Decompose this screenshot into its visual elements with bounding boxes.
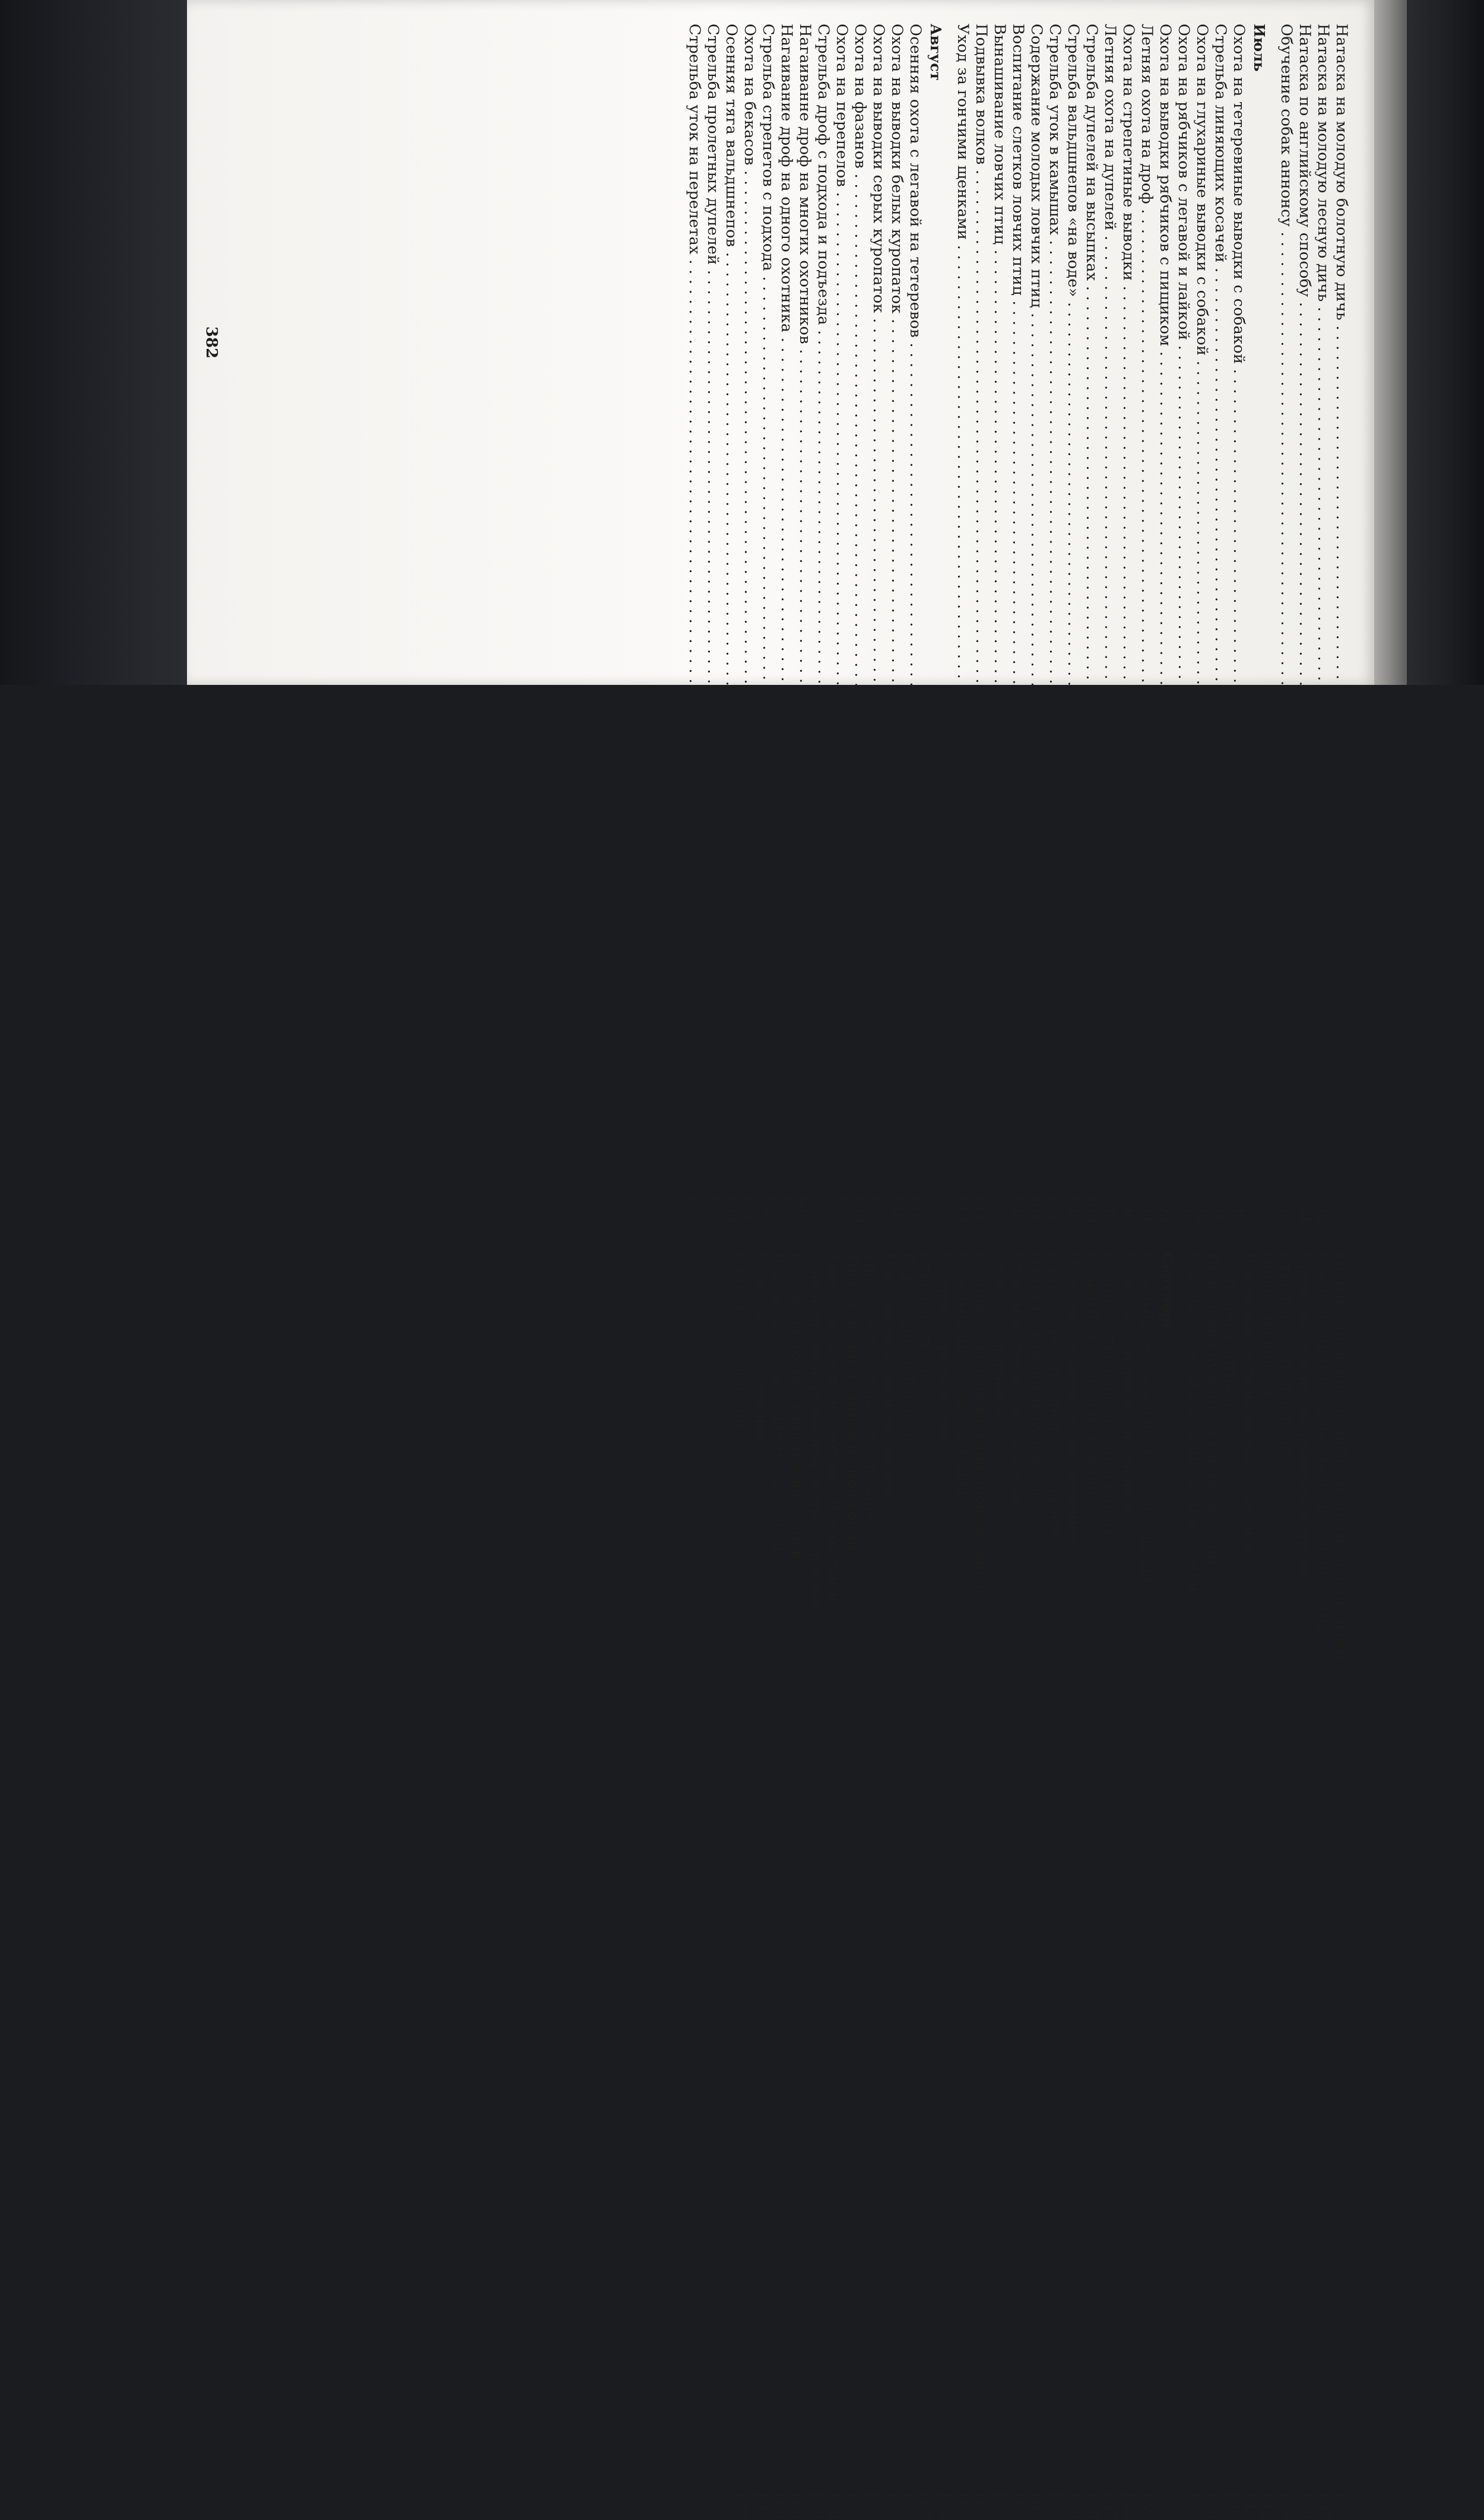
toc-entry (788, 1253, 806, 2520)
toc-entry-page: 150 (1204, 2490, 1222, 2520)
toc-entry (861, 1253, 880, 2520)
toc-entry-title: Средство против залома перьев у ловчих птиц . . . (1314, 1253, 1332, 2487)
toc-entry-page: 130 (759, 1194, 777, 1223)
toc-entry-title: Стрельба стрепетов с подъезда . . . (1009, 1253, 1027, 2487)
toc-entry-page: 133 (722, 1194, 740, 1223)
toc-entry-page: 116 (888, 1194, 906, 1223)
toc-entry (685, 24, 703, 1223)
toc-entry-title: Охота на перепелов . . . (832, 24, 851, 1190)
toc-entry-title: Охота на коз с гончими . . . (751, 1253, 769, 2487)
month-heading: Август (927, 24, 944, 81)
toc-entry (1045, 24, 1064, 1223)
toc-entry-title: Охота на коз облавой . . . (733, 1253, 751, 2487)
page-content (187, 0, 1374, 2520)
toc-entry-page: 138 (1296, 2490, 1314, 2520)
toc-entry (1203, 1253, 1222, 2520)
table-of-contents (685, 24, 1350, 2520)
toc-entry-page: 93 (1175, 1203, 1193, 1223)
toc-entry (887, 24, 906, 1223)
toc-entry-page: 79 (1333, 1203, 1350, 1223)
toc-entry (1119, 1253, 1137, 2520)
toc-entry-page: 98 (1101, 1203, 1119, 1223)
toc-entry (851, 24, 869, 1223)
toc-entry (1314, 1253, 1332, 2520)
toc-entry (1174, 24, 1193, 1223)
toc-entry (917, 1253, 935, 2520)
toc-entry-page: 94 (1138, 1203, 1156, 1223)
toc-entry-title: Охота на стрепетиные выводки . . . (1119, 24, 1137, 1192)
toc-entry-page: 166 (936, 2490, 953, 2520)
toc-entry-page: 126 (796, 1194, 814, 1223)
toc-entry-page: 156 (1120, 2490, 1137, 2520)
toc-entry (751, 1253, 769, 2520)
toc-entry (832, 24, 851, 1223)
toc-entry-title: Травля лисиц и зайцев из-под гончих . . . (843, 1253, 861, 2487)
toc-entry-page: 133 (686, 1194, 703, 1223)
toc-entry-title: Смычки и своры для подружейных гончих . . . (1185, 1253, 1203, 2487)
toc-entry-title: Охота на каменных куропаток . . . (1027, 1253, 1045, 2487)
toc-column-right (685, 1253, 1350, 2520)
toc-entry (733, 1253, 751, 2520)
toc-entry (1156, 24, 1174, 1223)
toc-entry-page: 158 (1083, 2490, 1101, 2520)
toc-entry-title: Охота на выводки белых куропаток . . . (887, 24, 906, 1190)
toc-entry-page: 84 (1296, 1203, 1314, 1223)
toc-entry (953, 24, 972, 1223)
toc-entry-title: Уход за гончими щенками . . . (953, 24, 972, 1190)
toc-entry (869, 24, 887, 1223)
toc-entry (1119, 24, 1137, 1223)
toc-entry-title: Ружейная охота на волков с гончими . . . (1240, 1253, 1258, 2487)
toc-entry-title: Ружейная охота с гончими на лисиц . . . (769, 1253, 788, 2487)
toc-entry (1295, 1253, 1314, 2520)
toc-entry-page: 142 (1259, 2490, 1277, 2520)
toc-entry-page: 100 (1064, 1194, 1082, 1223)
toc-entry-title: Летняя охота на дупелей . . . (1101, 24, 1119, 1192)
toc-entry-title: Стрельба линяющих косачей . . . (1211, 24, 1229, 1192)
toc-entry-page: 101 (1046, 1194, 1064, 1223)
toc-entry (906, 24, 924, 1223)
toc-entry-page: 172 (862, 2490, 880, 2520)
toc-entry-page: 176 (825, 2490, 843, 2520)
toc-entry (898, 1253, 917, 2520)
toc-entry (1027, 24, 1045, 1223)
toc-entry (1009, 24, 1027, 1223)
toc-entry (972, 24, 990, 1223)
book-page (187, 0, 1374, 2520)
toc-entry (1314, 24, 1332, 1223)
toc-entry-page: 131 (741, 1194, 759, 1223)
toc-entry-page: 93 (1156, 1203, 1174, 1223)
toc-entry-page: 171 (899, 2490, 917, 2520)
toc-entry (1332, 1253, 1350, 2520)
toc-entry-page: 157 (1101, 2490, 1119, 2520)
toc-entry (777, 24, 795, 1223)
toc-entry-page: 147 (1241, 2490, 1258, 2520)
toc-entry-page: 91 (1212, 1203, 1229, 1223)
toc-entry (703, 24, 722, 1223)
toc-entry-title: Нагаиванне дроф на многих охотников . . . (795, 24, 814, 1190)
toc-entry-title: Охота на бекасов . . . (740, 24, 759, 1190)
toc-entry-title: Охота на рябчиков с легавой и лайкой . . . (1174, 24, 1193, 1192)
toc-entry-page: 89 (1230, 1203, 1248, 1223)
toc-entry-title: Стрельба дупелей на высыпках . . . (1082, 24, 1101, 1190)
toc-entry-title: Натаска по английскому способу . . . (1295, 24, 1314, 1192)
toc-entry-title: Осенняя стрельба уток . . . (935, 1253, 953, 2487)
toc-entry-title: Охота на тетеревов с подлайкой . . . (1119, 1253, 1137, 2487)
toc-entry (1332, 24, 1350, 1223)
toc-entry (990, 1253, 1009, 2520)
toc-entry-page: 161 (1009, 2490, 1027, 2520)
toc-entry-title: Средства против взыгрывания ястребов . . . (1295, 1253, 1314, 2487)
toc-entry (935, 1253, 953, 2520)
toc-entry (1064, 1253, 1082, 2520)
toc-entry-page: 115 (906, 1194, 924, 1223)
toc-entry-title: Охота на глухарей по лиственницам . . . (1064, 1253, 1082, 2487)
toc-entry-title: Охота на выводки серых куропаток . . . (869, 24, 887, 1190)
toc-entry-page: 139 (1277, 2490, 1295, 2520)
toc-entry (1101, 1253, 1119, 2520)
toc-entry (1222, 1253, 1240, 2520)
toc-entry (1277, 24, 1295, 1223)
toc-entry-title: Осенняя стрельба вальдшнепов «в капель» . . . (972, 1253, 990, 2487)
toc-entry-page: 96 (1120, 1203, 1137, 1223)
toc-entry-page: 101 (1028, 1194, 1045, 1223)
toc-entry (1064, 24, 1082, 1223)
toc-column-left (685, 24, 1350, 1223)
toc-entry-title: Охота на белых куропаток с огнем . . . (1045, 1253, 1064, 2487)
toc-entry (814, 24, 832, 1223)
toc-entry-title: Вынашивание ловчих птиц . . . (990, 24, 1009, 1190)
toc-entry-page: 100 (1083, 1194, 1101, 1223)
toc-entry-title: Воспитание слетков ловчих птиц . . . (1009, 24, 1027, 1190)
toc-entry-page: 198 (733, 2490, 751, 2520)
toc-entry-page: 124 (814, 1194, 832, 1223)
toc-entry-title: Стрельба тетеревов на чучела из шалаша . . . (1137, 1253, 1156, 2487)
toc-entry (806, 1253, 825, 2520)
toc-entry-title: Охота на тетеревиные выводки с собакой . . . (1229, 24, 1248, 1192)
toc-entry (740, 24, 759, 1223)
toc-entry-title: Подвывка волков . . . (972, 24, 990, 1190)
toc-entry-title: Подготовка ружейных гончих к осени . . . (1203, 1253, 1222, 2487)
toc-entry (1027, 1253, 1045, 2520)
toc-entry-page: 189 (770, 2490, 788, 2520)
toc-entry-title: Охота на гаршнепов . . . (990, 1253, 1009, 2487)
toc-entry-page: 135 (1333, 2490, 1350, 2520)
toc-entry (843, 1253, 861, 2520)
toc-entry-page: 111 (972, 1194, 990, 1223)
toc-entry-title: Приграваливание ястребов и других ловчих птиц . . . (1332, 1253, 1350, 2487)
toc-entry (795, 24, 814, 1223)
toc-entry (1193, 24, 1211, 1223)
toc-entry-title: Охотничьи сигналы . . . (1222, 1253, 1240, 2487)
toc-entry (759, 24, 777, 1223)
toc-entry-page: 122 (833, 1194, 851, 1223)
toc-entry-title: Летняя охота на дроф . . . (1137, 24, 1156, 1192)
toc-entry-page: 165 (954, 2490, 972, 2520)
toc-entry-title: Нагаивание дроф на одного охотника . . . (777, 24, 795, 1190)
background-right (1407, 0, 1484, 685)
toc-entry-title: Облава на волков . . . (1258, 1253, 1277, 2487)
toc-entry (1137, 24, 1156, 1223)
toc-entry (953, 1253, 972, 2520)
toc-entry (1082, 24, 1101, 1223)
toc-entry-title: Стрельба медведей на овсах . . . (1277, 1253, 1295, 2487)
toc-entry-page: 127 (778, 1194, 795, 1223)
toc-entry-page: 179 (807, 2490, 825, 2520)
toc-entry (825, 1253, 843, 2520)
toc-entry-page: 149 (1222, 2490, 1240, 2520)
toc-entry-title: Стрельба уток на перелетах . . . (685, 24, 703, 1190)
toc-entry-page: 161 (1028, 2490, 1045, 2520)
toc-entry (1009, 1253, 1027, 2520)
toc-entry (1101, 24, 1119, 1223)
toc-entry (722, 24, 740, 1223)
toc-entry-title: Осенняя охота с легавой на тетеревов . . . (906, 24, 924, 1190)
toc-entry-page: 113 (954, 1194, 972, 1223)
toc-entry-title: Общие правила ружейной охоты с гончими . . . (806, 1253, 825, 2487)
toc-entry (880, 1253, 898, 2520)
toc-entry-title: Стрельба стрепетов с подхода . . . (759, 24, 777, 1190)
toc-entry-title: Осенняя тяга вальдшнепов . . . (722, 24, 740, 1190)
toc-entry-title: Натаска на молодую болотную дичь . . . (1332, 24, 1350, 1192)
toc-entry-page: 160 (1046, 2490, 1064, 2520)
toc-entry-title: Стрельба гусей . . . (917, 1253, 935, 2487)
toc-entry-page: 159 (1064, 2490, 1082, 2520)
toc-entry-page: 151 (1185, 2490, 1203, 2520)
toc-entry (1137, 1253, 1156, 2520)
toc-entry-page: 171 (880, 2490, 898, 2520)
toc-entry-title: Наездка на хлопки по зайцам . . . (880, 1253, 898, 2487)
month-heading: Июль (1251, 24, 1268, 72)
toc-entry (1229, 24, 1248, 1223)
toc-entry-title: Езда с одними борзыми . . . (898, 1253, 917, 2487)
toc-entry-page: 153 (1138, 2490, 1156, 2520)
toc-entry-page: 133 (704, 1194, 722, 1223)
toc-entry-title: Охота на фазанов . . . (851, 24, 869, 1190)
toc-entry-title: Травля волков в наездку на заре . . . (861, 1253, 880, 2487)
toc-entry-page: 92 (1193, 1203, 1211, 1223)
toc-entry-title: Травля волков по чернотропу из-под гончих . . . (825, 1253, 843, 2487)
toc-entry-title: Стрельба пролетных вальдшнепов . . . (953, 1253, 972, 2487)
toc-entry-page: 185 (788, 2490, 806, 2520)
toc-entry-title: Стрельба дроф с подхода и подъезда . . . (814, 24, 832, 1190)
background-left (0, 0, 196, 685)
toc-entry-page: 120 (851, 1194, 869, 1223)
toc-entry-page: 82 (1314, 1203, 1332, 1223)
toc-entry (1295, 24, 1314, 1223)
toc-entry-title: Натаска на молодую лесную дичь . . . (1314, 24, 1332, 1192)
toc-entry (1185, 1253, 1203, 2520)
toc-entry-title: Осенняя стрельба глухарей с подъезда . . . (1101, 1253, 1119, 2487)
toc-entry (990, 24, 1009, 1223)
toc-entry-page: 173 (844, 2490, 861, 2520)
toc-entry-title: Обучение собак аннонсу . . . (1277, 24, 1295, 1192)
page-number: 382 (202, 326, 220, 359)
toc-entry-title: Охота на глухариные выводки с собакой . . . (1193, 24, 1211, 1192)
toc-entry-title: Стрельба пролетных дупелей . . . (703, 24, 722, 1190)
toc-entry-page: 107 (991, 1194, 1009, 1223)
month-heading: Сентябрь (1159, 1252, 1176, 1332)
toc-entry (769, 1253, 788, 2520)
toc-entry (1277, 1253, 1295, 2520)
toc-entry (1258, 1253, 1277, 2520)
toc-entry-page: 117 (870, 1194, 887, 1223)
toc-entry-title: Стрельба вальдшнепов «на воде» . . . (1064, 24, 1082, 1190)
toc-entry-page: 168 (917, 2490, 935, 2520)
toc-entry-title: Стрельба уток в камышах . . . (1045, 24, 1064, 1190)
toc-entry-page: 164 (972, 2490, 990, 2520)
toc-entry-page: 195 (751, 2490, 769, 2520)
toc-entry-title: Ружейная охота с гончими на зайцев . . . (788, 1253, 806, 2487)
toc-entry-title: Стрельба глухарей на осиннике . . . (1082, 1253, 1101, 2487)
toc-entry (972, 1253, 990, 2520)
toc-entry-page: 163 (991, 2490, 1009, 2520)
toc-entry (1240, 1253, 1258, 2520)
toc-entry-title: Охота на выводки рябчиков с пищиком . . . (1156, 24, 1174, 1192)
toc-entry (1045, 1253, 1064, 2520)
toc-entry-page: 88 (1277, 1203, 1295, 1223)
toc-entry-page: 137 (1314, 2490, 1332, 2520)
toc-entry-title: Содержание молодых ловчих птиц . . . (1027, 24, 1045, 1190)
toc-entry-page: 105 (1009, 1194, 1027, 1223)
toc-entry (1211, 24, 1229, 1223)
toc-entry (1082, 1253, 1101, 2520)
